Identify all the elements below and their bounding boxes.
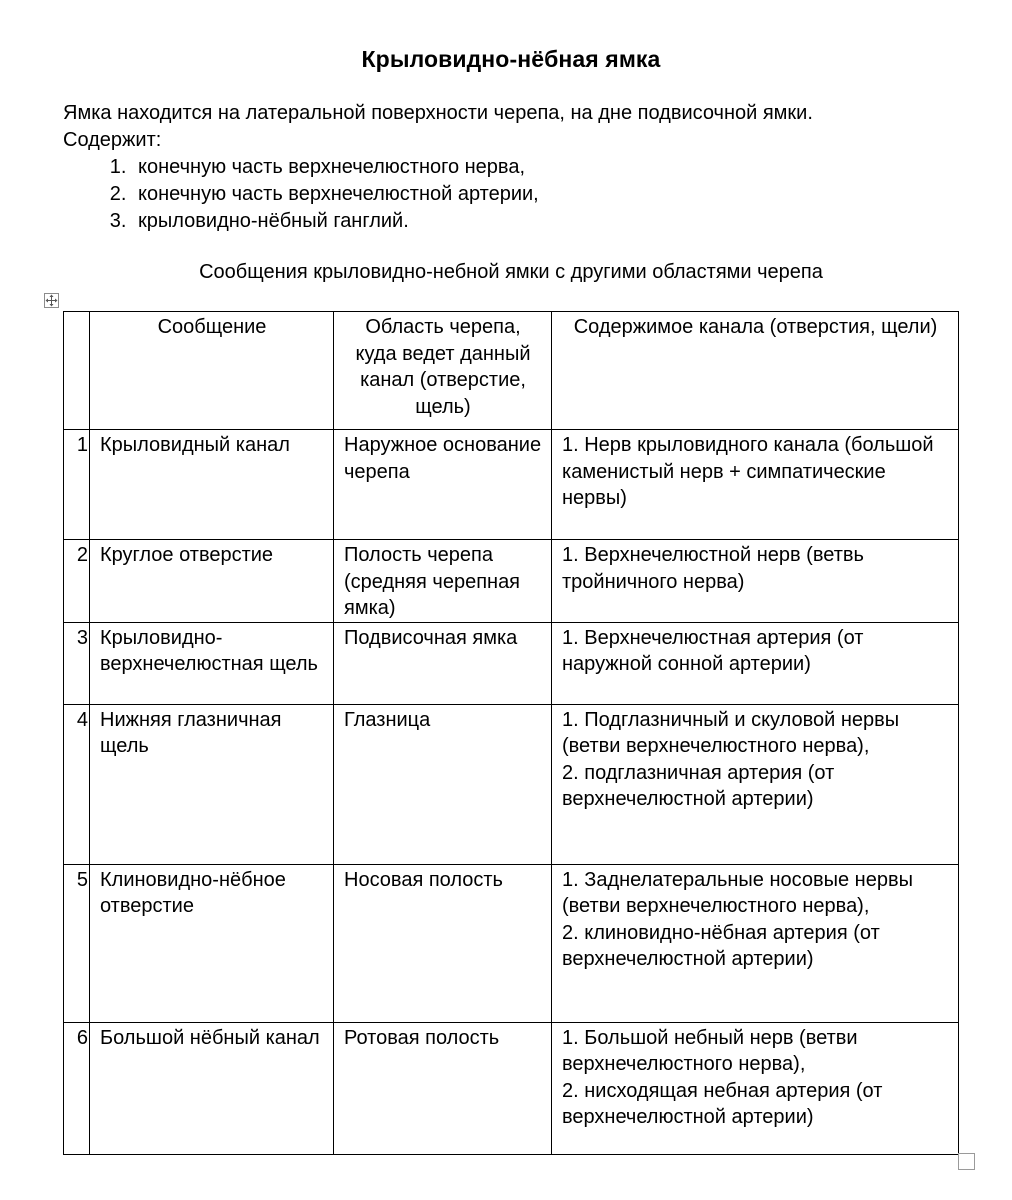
row-content: [552, 1022, 959, 1154]
row-content: [552, 622, 959, 704]
move-arrows-icon: [45, 294, 58, 307]
document-title: Крыловидно-нёбная ямка: [361, 46, 661, 72]
content-line: 1. Верхнечелюстной нерв (ветвь тройничного нерва): [562, 544, 864, 593]
header-region: Область черепа, куда ведет данный канал (отверстие, щель): [334, 312, 552, 430]
row-num: 6: [64, 1022, 90, 1154]
intro-paragraph: Ямка находится на латеральной поверхности черепа, на дне подвисочной ямки.: [63, 102, 813, 124]
header-content: Содержимое канала (отверстия, щели): [552, 312, 959, 430]
row-message: Крыловидно-верхнечелюстная щель: [90, 622, 334, 704]
row-region: Глазница: [334, 704, 552, 864]
content-line: 2. нисходящая небная артерия (от верхнечелюстной артерии): [562, 1079, 883, 1128]
content-line: 1. Заднелатеральные носовые нервы (ветви верхнечелюстного нерва),: [562, 868, 913, 917]
header-message: Сообщение: [90, 312, 334, 430]
table-row: [64, 864, 959, 1022]
row-region: Наружное основание черепа: [334, 430, 552, 540]
row-content: [552, 704, 959, 864]
row-message: Клиновидно-нёбное отверстие: [90, 864, 334, 1022]
row-message: Круглое отверстие: [90, 540, 334, 623]
table-resize-handle[interactable]: [958, 1153, 975, 1170]
table-row: [64, 540, 959, 623]
content-line: 1. Верхнечелюстная артерия (от наружной сонной артерии): [562, 626, 864, 675]
table-row: [64, 622, 959, 704]
row-num: 5: [64, 864, 90, 1022]
content-line: 1. Подглазничный и скуловой нервы (ветви верхнечелюстного нерва),: [562, 708, 900, 757]
row-region: Полость черепа (средняя черепная ямка): [334, 540, 552, 623]
table-row: [64, 704, 959, 864]
row-num: 2: [64, 540, 90, 623]
contains-label: Содержит:: [63, 129, 162, 151]
table-move-handle-icon[interactable]: [44, 293, 59, 308]
row-message: Большой нёбный канал: [90, 1022, 334, 1154]
contents-list-item: 3. крыловидно-нёбный ганглий.: [132, 208, 963, 235]
row-message: Крыловидный канал: [90, 430, 334, 540]
row-region: Ротовая полость: [334, 1022, 552, 1154]
contents-list: [63, 154, 963, 235]
contents-list-item: 1. конечную часть верхнечелюстного нерва,: [132, 154, 963, 181]
content-line: 1. Нерв крыловидного канала (большой каменистый нерв + симпатические нервы): [562, 434, 934, 509]
header-num: [64, 312, 90, 430]
row-message: Нижняя глазничная щель: [90, 704, 334, 864]
row-content: [552, 430, 959, 540]
row-region: Подвисочная ямка: [334, 622, 552, 704]
intro-section: [63, 100, 963, 235]
row-content: [552, 864, 959, 1022]
table-row: [64, 1022, 959, 1154]
table-caption: Сообщения крыловидно-небной ямки с другими областями черепа: [199, 261, 823, 283]
row-num: 4: [64, 704, 90, 864]
content-line: 1. Большой небный нерв (ветви верхнечелюстного нерва),: [562, 1026, 858, 1075]
contents-list-item: 2. конечную часть верхнечелюстной артерии,: [132, 181, 963, 208]
table-header-row: [64, 312, 959, 430]
content-line: 2. клиновидно-нёбная артерия (от верхнечелюстной артерии): [562, 921, 880, 970]
table-row: [64, 430, 959, 540]
row-region: Носовая полость: [334, 864, 552, 1022]
row-num: 3: [64, 622, 90, 704]
content-line: 2. подглазничная артерия (от верхнечелюстной артерии): [562, 761, 835, 810]
row-content: [552, 540, 959, 623]
row-num: 1: [64, 430, 90, 540]
communications-table: [63, 311, 959, 1155]
